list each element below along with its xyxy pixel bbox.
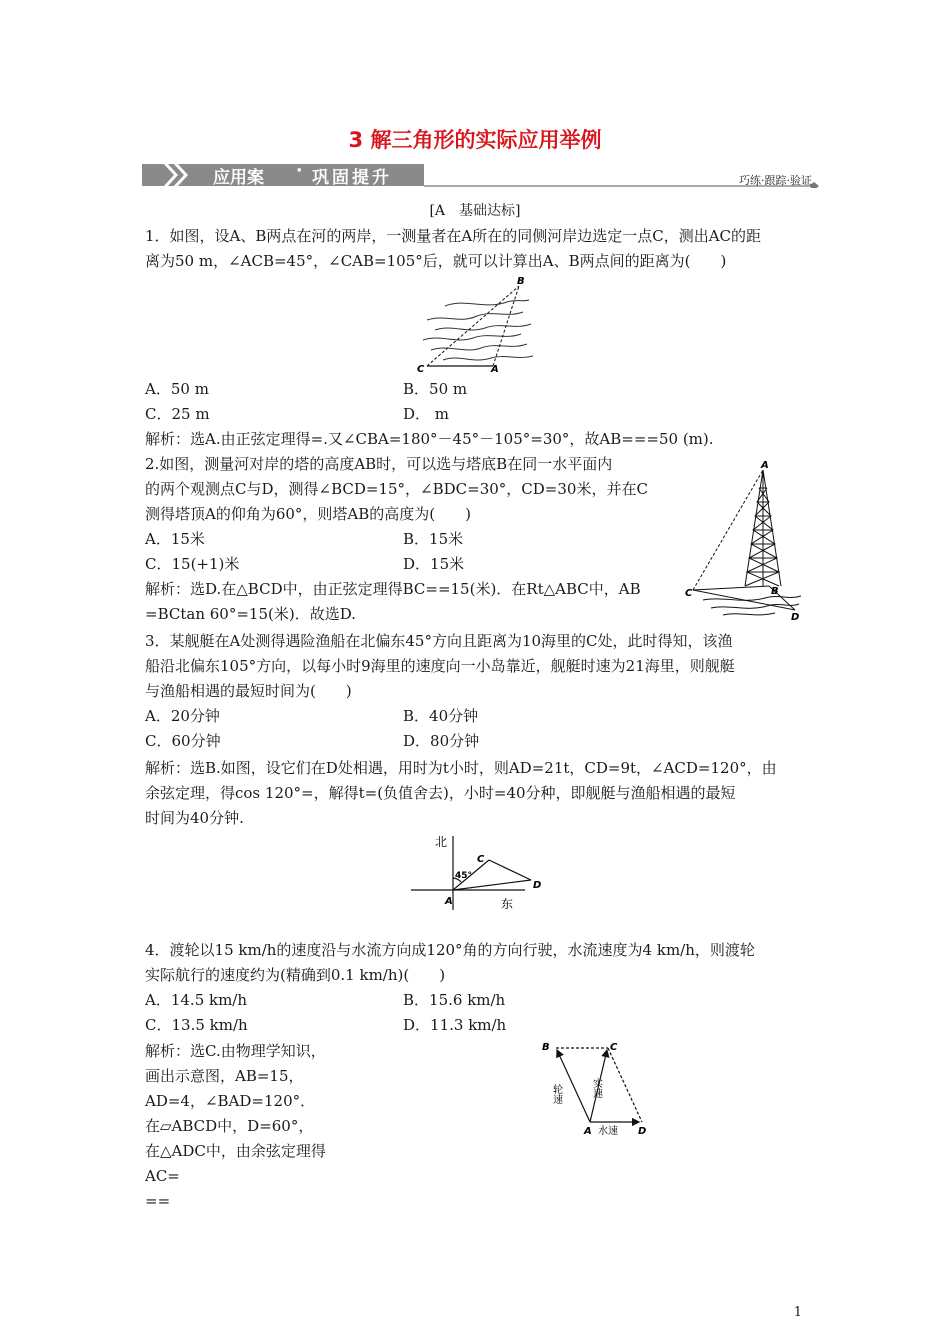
label-a: A [584,1126,592,1136]
q3-solution1: 解析：选B.如图，设它们在D处相遇，用时为t小时，则AD=21t，CD=9t，∠ACD=120°，由 [145,759,777,777]
actual-speed-label: 实速 [590,1078,602,1098]
bearing-figure [405,832,555,914]
q3-solution3: 时间为40分钟. [145,809,244,827]
q4-line1: 4．渡轮以15 km/h的速度沿与水流方向成120°角的方向行驶，水流速度为4 km/h，则渡轮 [145,941,755,959]
q2-option-c: C．15(+1)米 [145,555,240,573]
q3-option-b: B．40分钟 [403,707,479,725]
label-b: B [517,276,525,287]
q1-option-c: C．25 m [145,405,210,423]
q4-option-d: D．11.3 km/h [403,1016,507,1034]
velocity-figure [538,1036,658,1136]
q2-solution1: 解析：选D.在△BCD中，由正弦定理得BC==15(米)．在Rt△ABC中，AB [145,580,641,598]
q1-line1: 1．如图，设A、B两点在河的两岸，一测量者在A所在的同侧河岸边选定一点C，测出AC的距 [145,227,762,245]
label-d: D [533,880,542,891]
q1-option-a: A．50 m [145,380,209,398]
q1-option-d: D． m [403,405,450,423]
q2-line3: 测得塔顶A的仰角为60°，则塔AB的高度为( ) [145,505,471,523]
label-c: C [610,1042,618,1053]
q4-option-b: B．15.6 km/h [403,991,506,1009]
label-d: D [638,1126,647,1136]
q4-line2: 实际航行的速度约为(精确到0.1 km/h)( ) [145,966,446,984]
q1-option-b: B．50 m [403,380,468,398]
q2-option-a: A．15米 [145,530,205,548]
q4-option-a: A．14.5 km/h [145,991,248,1009]
q1-solution: 解析：选A.由正弦定理得=.又∠CBA=180°－45°－105°=30°，故AB===50 (m). [145,430,714,448]
q4-solution5: 在△ADC中，由余弦定理得 [145,1142,326,1160]
label-a: A [761,460,769,471]
east-label: 东 [501,897,514,911]
label-c: C [477,854,485,865]
label-a: A [491,364,499,374]
q2-line2: 的两个观测点C与D，测得∠BCD=15°，∠BDC=30°，CD=30米，并在C [145,480,648,498]
label-b: B [771,586,779,597]
banner-dot: · [296,161,303,181]
q4-solution4: 在▱ABCD中，D=60°， [145,1117,314,1135]
section-heading: [A 基础达标] [429,203,521,219]
north-label: 北 [435,835,448,849]
q3-line1: 3．某舰艇在A处测得遇险渔船在北偏东45°方向且距离为10海里的C处，此时得知，该渔 [145,632,733,650]
page-title: 3 解三角形的实际应用举例 [348,128,602,152]
label-b: B [542,1042,550,1053]
label-c: C [685,588,693,599]
q4-solution7: == [145,1192,171,1210]
q3-line3: 与渔船相遇的最短时间为( ) [145,682,352,700]
wheel-speed-label: 轮速 [550,1084,562,1104]
q3-solution2: 余弦定理，得cos 120°=，解得t=(负值舍去)，小时=40分种，即舰艇与渔船相遇的最短 [145,784,736,802]
q4-solution3: AD=4，∠BAD=120°． [145,1092,316,1110]
river-figure [415,274,535,374]
banner-left: 应用案 [213,168,264,188]
q3-option-c: C．60分钟 [145,732,221,750]
tower-figure [683,458,808,623]
q4-option-c: C．13.5 km/h [145,1016,248,1034]
label-c: C [417,364,425,374]
q1-line2: 离为50 m，∠ACB=45°，∠CAB=105°后，就可以计算出A、B两点间的距离为( ) [145,252,727,270]
q2-line1: 2.如图，测量河对岸的塔的高度AB时，可以选与塔底B在同一水平面内 [145,455,613,473]
q3-option-a: A．20分钟 [145,707,220,725]
q2-solution2: =BCtan 60°=15(米)．故选D. [145,605,356,623]
label-d: D [791,612,800,623]
banner-right: 巩固提升 [312,168,392,188]
q4-solution1: 解析：选C.由物理学知识， [145,1042,326,1060]
water-speed-label: 水速 [598,1126,618,1136]
label-a: A [445,896,453,907]
banner-tagline: 巧练·跟踪·验证 [739,174,812,187]
q4-solution2: 画出示意图，AB=15， [145,1067,304,1085]
q3-option-d: D．80分钟 [403,732,480,750]
page-number: 1 [793,1305,802,1320]
q3-line2: 船沿北偏东105°方向，以每小时9海里的速度向一小岛靠近，舰艇时速为21海里，则舰艇 [145,657,735,675]
q2-option-b: B．15米 [403,530,464,548]
q2-option-d: D．15米 [403,555,465,573]
angle-label: 45° [455,871,473,881]
q4-solution6: AC= [145,1167,180,1185]
